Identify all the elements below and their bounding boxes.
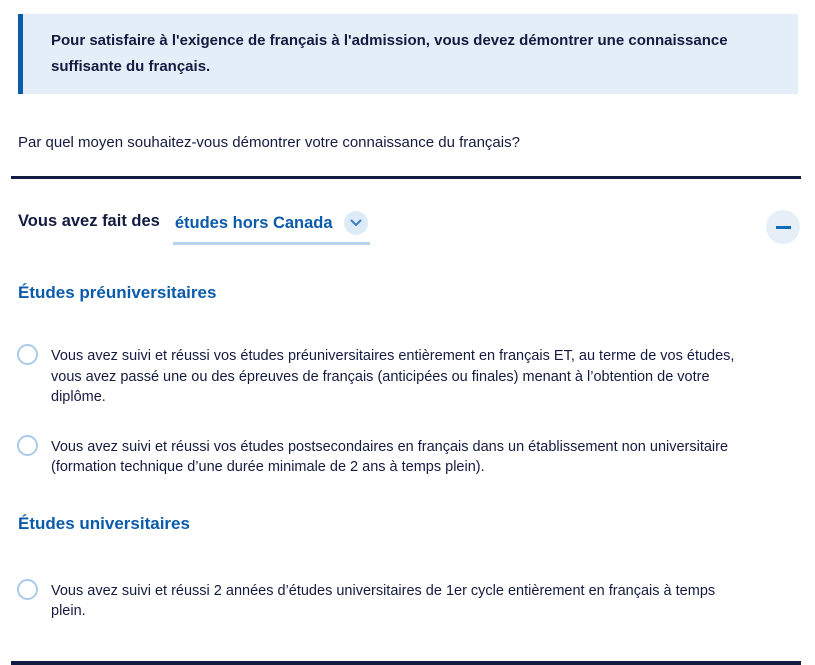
- selector-label: Vous avez fait des: [18, 212, 160, 230]
- collapse-section-button[interactable]: [766, 210, 800, 244]
- minus-icon: [776, 226, 791, 229]
- radio-button[interactable]: [17, 435, 38, 456]
- question-text: Par quel moyen souhaitez-vous démontrer votre connaissance du français?: [18, 134, 520, 151]
- studies-dropdown-value: études hors Canada: [174, 213, 333, 232]
- selector-row: [18, 209, 800, 245]
- section-heading-preuniversitaires: Études préuniversitaires: [18, 283, 217, 302]
- radio-option-label: Vous avez suivi et réussi vos études préuniversitaires entièrement en français ET, au terme de vos études, vous avez passé une ou des épreuves de français (anticipées ou finales) menant à l’obtention de votre diplôme.: [51, 348, 735, 405]
- section-heading-universitaires: Études universitaires: [18, 513, 190, 533]
- radio-button[interactable]: [17, 344, 38, 365]
- chevron-down-icon[interactable]: [344, 211, 368, 235]
- top-divider: [11, 176, 801, 179]
- radio-option-label: Vous avez suivi et réussi 2 années d’études universitaires de 1er cycle entièrement en français à temps plein.: [51, 582, 716, 619]
- studies-dropdown[interactable]: [173, 209, 370, 245]
- bottom-divider: [11, 661, 801, 665]
- radio-button[interactable]: [17, 579, 38, 600]
- info-banner: [18, 14, 798, 94]
- radio-option-preuniversitaires-2[interactable]: [17, 437, 797, 478]
- radio-option-label: Vous avez suivi et réussi vos études postsecondaires en français dans un établissement non universitaire (formation technique d’une durée minimale de 2 ans à temps plein).: [51, 438, 729, 475]
- radio-option-preuniversitaires-1[interactable]: [17, 346, 797, 408]
- selector-left: [18, 209, 370, 245]
- radio-option-universitaires-1[interactable]: [17, 581, 797, 622]
- french-requirement-form: [0, 14, 815, 653]
- info-banner-text: Pour satisfaire à l'exigence de français à l'admission, vous devez démontrer une connaissance suffisante du français.: [51, 32, 728, 75]
